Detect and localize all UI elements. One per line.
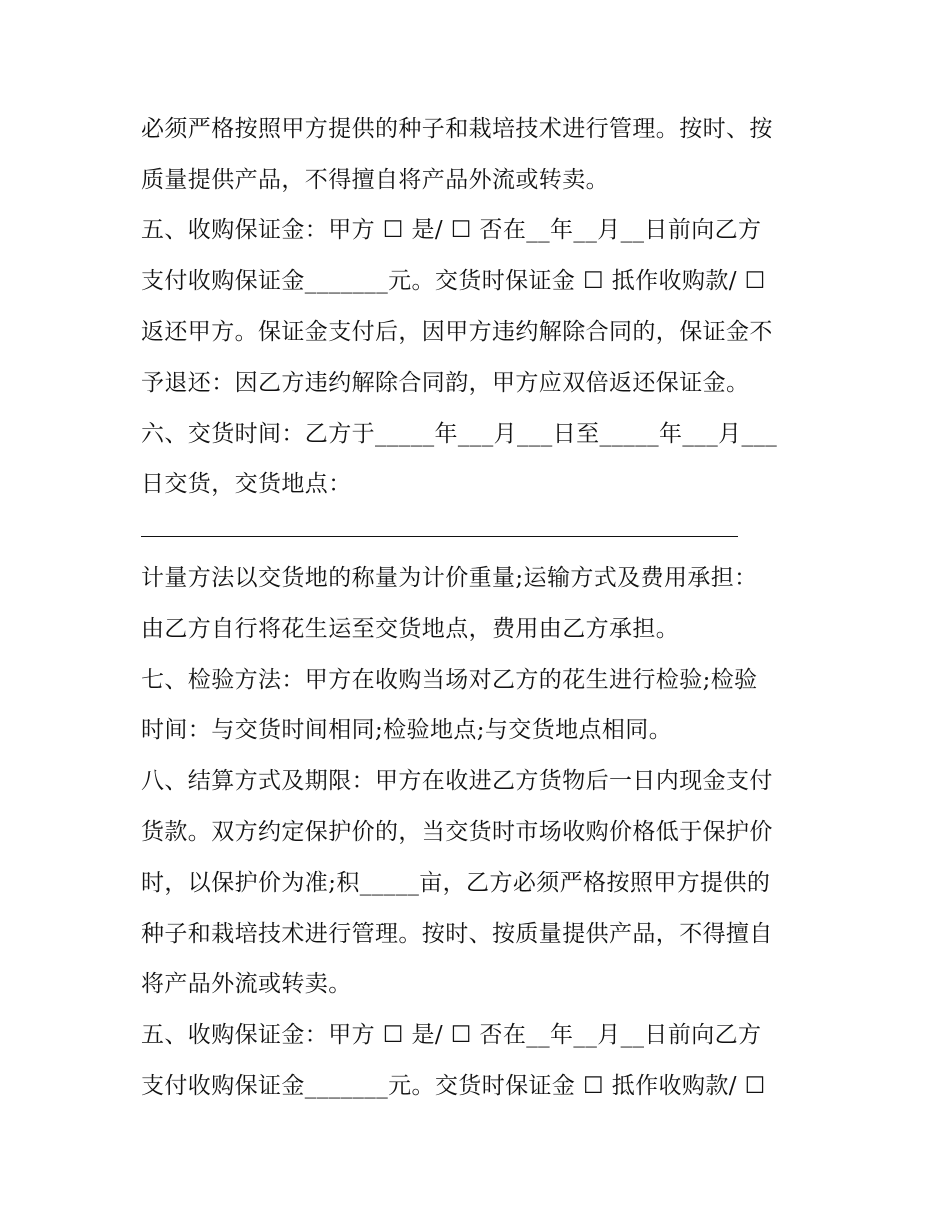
- text-line: 五、收购保证金：甲方 ☐ 是/ ☐ 否在__年__月__日前向乙方: [141, 217, 762, 243]
- text-line: 将产品外流或转卖。: [141, 971, 352, 997]
- text-line: 支付收购保证金_______元。交货时保证金 ☐ 抵作收购款/ ☐: [141, 268, 766, 294]
- text-line: 予退还：因乙方违约解除合同韵，甲方应双倍返还保证金。: [141, 370, 750, 396]
- text-line: 货款。双方约定保护价的，当交货时市场收购价格低于保护价: [141, 819, 773, 845]
- text-line: 支付收购保证金_______元。交货时保证金 ☐ 抵作收购款/ ☐: [141, 1073, 766, 1099]
- text-line: 必须严格按照甲方提供的种子和栽培技术进行管理。按时、按: [141, 116, 773, 142]
- text-line: 种子和栽培技术进行管理。按时、按质量提供产品，不得擅自: [141, 921, 773, 947]
- text-line: 计量方法以交货地的称量为计价重量;运输方式及费用承担：: [141, 565, 758, 591]
- text-line: 八、结算方式及期限：甲方在收进乙方货物后一日内现金支付: [141, 768, 773, 794]
- text-line: 七、检验方法：甲方在收购当场对乙方的花生进行检验;检验: [141, 667, 758, 693]
- text-line: 由乙方自行将花生运至交货地点，费用由乙方承担。: [141, 616, 680, 642]
- text-line: 时，以保护价为准;积_____亩，乙方必须严格按照甲方提供的: [141, 870, 771, 896]
- text-line: 五、收购保证金：甲方 ☐ 是/ ☐ 否在__年__月__日前向乙方: [141, 1022, 762, 1048]
- text-line: 质量提供产品，不得擅自将产品外流或转卖。: [141, 167, 609, 193]
- text-line: 返还甲方。保证金支付后，因甲方违约解除合同的，保证金不: [141, 319, 773, 345]
- text-line: 六、交货时间：乙方于_____年___月___日至_____年___月___: [141, 421, 778, 447]
- delivery-location-blank-line: [141, 536, 738, 537]
- text-line: 时间：与交货时间相同;检验地点;与交货地点相同。: [141, 717, 673, 743]
- text-line: 日交货，交货地点：: [141, 471, 352, 497]
